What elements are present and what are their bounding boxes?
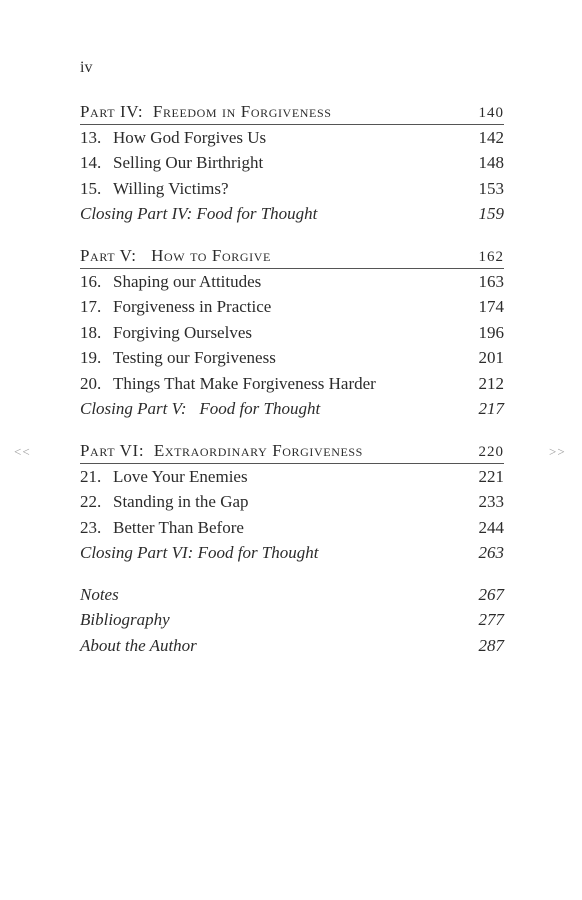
chapter-page: 163 — [478, 272, 504, 291]
chapter-title: Standing in the Gap — [113, 492, 249, 512]
chapter-number: 19. — [80, 348, 102, 368]
chapter-page: 221 — [478, 467, 504, 486]
chapter-title: Love Your Enemies — [113, 467, 248, 486]
part-page: 140 — [478, 105, 504, 121]
chapter-number: 15. — [80, 178, 102, 198]
closing-page: 263 — [478, 543, 504, 563]
toc-entry[interactable] — [80, 269, 504, 294]
part-title: Part V: How to Forgive — [80, 246, 271, 265]
toc-backmatter-entry[interactable] — [80, 633, 504, 658]
toc-entry[interactable] — [80, 176, 504, 201]
chapter-page: 196 — [478, 322, 504, 342]
backmatter-page: 277 — [478, 610, 504, 630]
chapter-title: Shaping our Attitudes — [113, 272, 262, 291]
chapter-title: Selling Our Birthright — [113, 153, 264, 173]
chapter-page: 174 — [478, 297, 504, 317]
toc-entry[interactable] — [80, 320, 504, 345]
chapter-title: Testing our Forgiveness — [113, 348, 276, 368]
toc-entry[interactable] — [80, 464, 504, 489]
chapter-page: 233 — [478, 492, 504, 512]
part-heading[interactable] — [80, 102, 504, 125]
toc-entry[interactable] — [80, 294, 504, 319]
next-page-button[interactable]: >> — [549, 444, 566, 459]
closing-page: 159 — [478, 204, 504, 224]
toc-entry[interactable] — [80, 345, 504, 370]
toc-closing-entry[interactable] — [80, 396, 504, 421]
chapter-page: 212 — [478, 373, 504, 393]
toc-closing-entry[interactable] — [80, 540, 504, 565]
closing-page: 217 — [478, 398, 504, 418]
chapter-title: Forgiving Ourselves — [113, 322, 252, 342]
chapter-title: Willing Victims? — [113, 178, 229, 198]
toc-part-iv — [80, 102, 504, 227]
backmatter-page: 287 — [478, 635, 504, 655]
toc-entry[interactable] — [80, 125, 504, 150]
toc-part-vi — [80, 441, 504, 566]
chapter-title: Better Than Before — [113, 517, 244, 537]
chapter-page: 153 — [478, 178, 504, 198]
part-heading[interactable] — [80, 441, 504, 464]
chapter-number: 14. — [80, 153, 102, 173]
chapter-page: 201 — [478, 348, 504, 368]
toc-part-v — [80, 246, 504, 421]
chapter-title: Things That Make Forgiveness Harder — [113, 373, 376, 393]
toc-entry[interactable] — [80, 515, 504, 540]
toc-backmatter — [80, 582, 504, 658]
closing-title: Closing Part V: Food for Thought — [80, 398, 321, 418]
toc-entry[interactable] — [80, 489, 504, 514]
chapter-title: How God Forgives Us — [113, 128, 267, 147]
chapter-number: 22. — [80, 492, 102, 512]
backmatter-title: Bibliography — [80, 610, 170, 630]
chapter-number: 23. — [80, 517, 102, 537]
part-page: 162 — [478, 249, 504, 265]
chapter-number: 13. — [80, 128, 102, 147]
toc-backmatter-entry[interactable] — [80, 582, 504, 607]
page-number: iv — [80, 59, 93, 76]
chapter-page: 142 — [478, 128, 504, 147]
backmatter-title: About the Author — [80, 635, 197, 655]
part-title: Part VI: Extraordinary Forgiveness — [80, 441, 363, 460]
part-heading[interactable] — [80, 246, 504, 269]
chapter-number: 17. — [80, 297, 102, 317]
closing-title: Closing Part VI: Food for Thought — [80, 543, 319, 563]
chapter-page: 148 — [478, 153, 504, 173]
backmatter-page: 267 — [478, 585, 504, 604]
closing-title: Closing Part IV: Food for Thought — [80, 204, 318, 224]
previous-page-button[interactable]: << — [14, 444, 31, 459]
toc-entry[interactable] — [80, 371, 504, 396]
part-page: 220 — [478, 444, 504, 460]
chapter-number: 18. — [80, 322, 102, 342]
chapter-number: 16. — [80, 272, 102, 291]
chapter-title: Forgiveness in Practice — [113, 297, 272, 317]
chapter-number: 21. — [80, 467, 102, 486]
toc-backmatter-entry[interactable] — [80, 607, 504, 632]
toc-entry[interactable] — [80, 150, 504, 175]
toc-closing-entry[interactable] — [80, 201, 504, 226]
backmatter-title: Notes — [80, 585, 119, 604]
part-title: Part IV: Freedom in Forgiveness — [80, 102, 332, 121]
chapter-number: 20. — [80, 373, 102, 393]
chapter-page: 244 — [478, 517, 504, 537]
